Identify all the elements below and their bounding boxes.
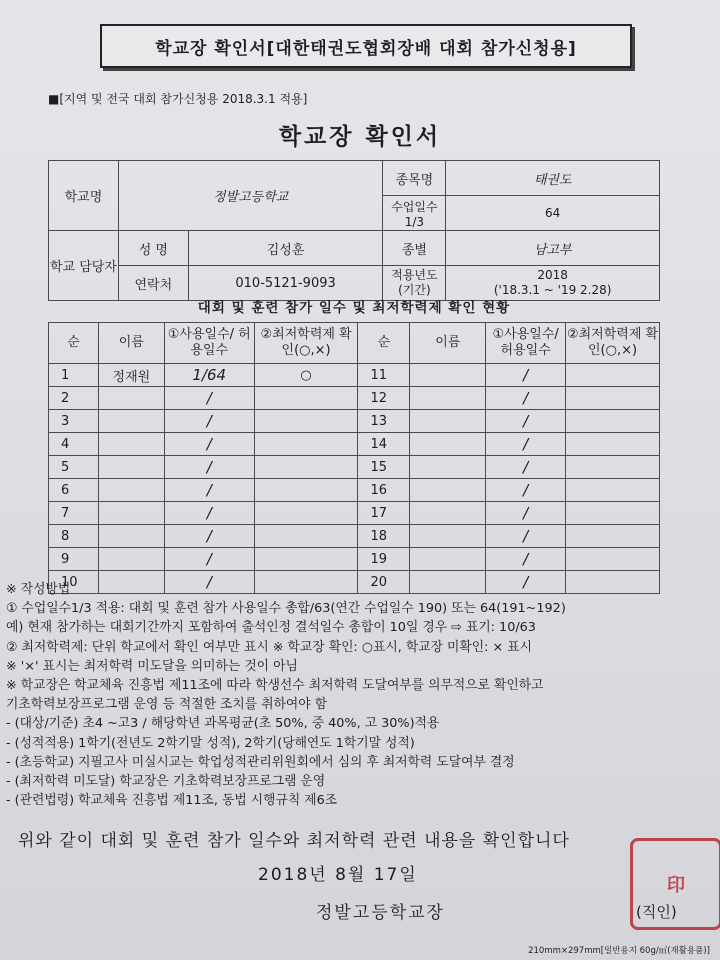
note-line: ※ 학교장은 학교체육 진흥법 제11조에 따라 학생선수 최저학력 도달여부를 의무적으로 확인하고 bbox=[6, 678, 544, 694]
col-days-header: ①사용일수/ 허용일수 bbox=[164, 323, 254, 364]
academic-check bbox=[566, 410, 660, 433]
academic-check bbox=[566, 364, 660, 387]
col-no-header: 순 bbox=[358, 323, 410, 364]
used-days: 1/64 bbox=[164, 364, 254, 387]
used-days: / bbox=[486, 433, 566, 456]
manager-name: 김성훈 bbox=[188, 231, 383, 266]
student-name bbox=[410, 456, 486, 479]
row-number: 5 bbox=[49, 456, 99, 479]
page-title: 학교장 확인서 bbox=[278, 124, 442, 150]
name-label: 성 명 bbox=[118, 231, 188, 266]
used-days: / bbox=[164, 548, 254, 571]
note-line: ※ '×' 표시는 최저학력 미도달을 의미하는 것이 아님 bbox=[6, 658, 298, 674]
table-row bbox=[49, 387, 660, 410]
days-value: 64 bbox=[446, 196, 660, 231]
student-name bbox=[410, 410, 486, 433]
student-name bbox=[98, 410, 164, 433]
student-name bbox=[98, 433, 164, 456]
used-days: / bbox=[164, 525, 254, 548]
academic-check bbox=[254, 387, 358, 410]
note-line: 기초학력보장프로그램 운영 등 적절한 조치를 취하여야 함 bbox=[6, 697, 328, 713]
used-days: / bbox=[164, 410, 254, 433]
note-line: - (최저학력 미도달) 학교장은 기초학력보장프로그램 운영 bbox=[6, 774, 326, 790]
row-number: 6 bbox=[49, 479, 99, 502]
table-row bbox=[49, 364, 660, 387]
note-line: - (관련법령) 학교체육 진흥법 제11조, 동법 시행규칙 제6조 bbox=[6, 793, 338, 809]
row-number: 13 bbox=[358, 410, 410, 433]
note-line: - (성적적용) 1학기(전년도 2학기말 성적), 2학기(당해연도 1학기말 성적) bbox=[6, 735, 415, 751]
table-row bbox=[49, 433, 660, 456]
used-days: / bbox=[486, 571, 566, 594]
student-name bbox=[98, 456, 164, 479]
confirmation-date: 2018년 8월 17일 bbox=[258, 865, 418, 885]
row-number: 3 bbox=[49, 410, 99, 433]
table-row bbox=[49, 548, 660, 571]
student-name: 정재원 bbox=[98, 364, 164, 387]
row-number: 16 bbox=[358, 479, 410, 502]
row-number: 17 bbox=[358, 502, 410, 525]
academic-check bbox=[254, 502, 358, 525]
student-name bbox=[410, 525, 486, 548]
col-no-header: 순 bbox=[49, 323, 99, 364]
col-days-header: ①사용일수/ 허용일수 bbox=[486, 323, 566, 364]
school-label: 학교명 bbox=[49, 161, 119, 231]
row-number: 19 bbox=[358, 548, 410, 571]
row-number: 15 bbox=[358, 456, 410, 479]
student-name bbox=[410, 548, 486, 571]
used-days: / bbox=[486, 525, 566, 548]
used-days: / bbox=[486, 456, 566, 479]
days-label: 수업일수 1/3 bbox=[383, 196, 446, 231]
school-name: 정발고등학교 bbox=[118, 161, 383, 231]
student-name bbox=[98, 502, 164, 525]
table-row bbox=[49, 410, 660, 433]
table-row bbox=[49, 456, 660, 479]
used-days: / bbox=[164, 502, 254, 525]
principal-signature: 정발고등학교장 bbox=[316, 903, 445, 923]
status-table-caption: 대회 및 훈련 참가 일수 및 최저학력제 확인 현황 bbox=[197, 300, 511, 316]
academic-check bbox=[566, 548, 660, 571]
row-number: 12 bbox=[358, 387, 410, 410]
student-name bbox=[410, 479, 486, 502]
contact-value: 010-5121-9093 bbox=[188, 266, 383, 301]
student-name bbox=[98, 387, 164, 410]
gender-value: 남고부 bbox=[446, 231, 660, 266]
note-line: - (초등학교) 지필고사 미실시교는 학업성적관리위원회에서 심의 후 최저학력 도달여부 결정 bbox=[6, 754, 515, 770]
academic-check bbox=[254, 479, 358, 502]
contact-label: 연락처 bbox=[118, 266, 188, 301]
academic-check bbox=[566, 387, 660, 410]
school-seal-stamp: 印 bbox=[630, 838, 720, 930]
row-number: 18 bbox=[358, 525, 410, 548]
used-days: / bbox=[164, 387, 254, 410]
col-name-header: 이름 bbox=[98, 323, 164, 364]
row-number: 14 bbox=[358, 433, 410, 456]
used-days: / bbox=[486, 410, 566, 433]
writing-instructions bbox=[6, 580, 720, 810]
academic-check bbox=[566, 433, 660, 456]
status-table bbox=[48, 322, 660, 594]
year-period: ('18.3.1 ~ '19 2.28) bbox=[493, 283, 612, 297]
used-days: / bbox=[164, 456, 254, 479]
student-name bbox=[98, 548, 164, 571]
row-number: 9 bbox=[49, 548, 99, 571]
academic-check bbox=[254, 410, 358, 433]
year-label: 적용년도 (기간) bbox=[383, 266, 446, 301]
note-line: ※ 작성방법 bbox=[6, 582, 71, 597]
used-days: / bbox=[486, 364, 566, 387]
used-days: / bbox=[486, 479, 566, 502]
year-value: 2018 bbox=[537, 268, 568, 282]
row-number: 2 bbox=[49, 387, 99, 410]
event-label: 종목명 bbox=[383, 161, 446, 196]
row-number: 11 bbox=[358, 364, 410, 387]
table-row bbox=[49, 479, 660, 502]
student-name bbox=[410, 502, 486, 525]
academic-check bbox=[566, 525, 660, 548]
student-name bbox=[410, 433, 486, 456]
academic-check bbox=[254, 456, 358, 479]
student-name bbox=[98, 479, 164, 502]
note-line: ① 수업일수1/3 적용: 대회 및 훈련 참가 사용일수 총합/63(연간 수업일수 190) 또는 64(191~192) bbox=[6, 601, 566, 617]
col-name-header: 이름 bbox=[410, 323, 486, 364]
student-name bbox=[98, 525, 164, 548]
note-line: 예) 현재 참가하는 대회기간까지 포함하여 출석인정 결석일수 총합이 10일 경우 ⇨ 표기: 10/63 bbox=[6, 620, 536, 636]
academic-check bbox=[254, 548, 358, 571]
row-number: 10 bbox=[49, 571, 99, 594]
used-days: / bbox=[486, 387, 566, 410]
manager-label: 학교 담당자 bbox=[49, 231, 119, 301]
event-value: 태권도 bbox=[446, 161, 660, 196]
used-days: / bbox=[164, 571, 254, 594]
table-row bbox=[49, 502, 660, 525]
row-number: 7 bbox=[49, 502, 99, 525]
paper-spec-footer: 210mm×297mm[일반용지 60g/㎡(재활용품)] bbox=[528, 946, 710, 956]
academic-check bbox=[254, 525, 358, 548]
gender-label: 종별 bbox=[383, 231, 446, 266]
academic-check bbox=[566, 456, 660, 479]
used-days: / bbox=[486, 548, 566, 571]
table-row bbox=[49, 525, 660, 548]
confirmation-text: 위와 같이 대회 및 훈련 참가 일수와 최저학력 관련 내용을 확인합니다 bbox=[18, 831, 570, 851]
student-name bbox=[410, 364, 486, 387]
note-line: ② 최저학력제: 단위 학교에서 확인 여부만 표시 ※ 학교장 확인: ○표시, 학교장 미확인: × 표시 bbox=[6, 639, 532, 655]
form-subtitle: ■[지역 및 전국 대회 참가신청용 2018.3.1 적용] bbox=[48, 92, 308, 106]
academic-check bbox=[566, 502, 660, 525]
used-days: / bbox=[164, 479, 254, 502]
academic-check bbox=[254, 433, 358, 456]
student-name bbox=[410, 387, 486, 410]
form-banner: 학교장 확인서[대한태권도협회장배 대회 참가신청용] bbox=[100, 24, 632, 68]
official-seal-label: (직인) bbox=[636, 903, 677, 921]
note-line: - (대상/기준) 초4 ~고3 / 해당학년 과목평균(초 50%, 중 40%, 고 30%)적용 bbox=[6, 716, 440, 732]
row-number: 1 bbox=[49, 364, 99, 387]
school-info-table bbox=[48, 160, 660, 301]
col-check-header: ②최저학력제 확인(○,×) bbox=[254, 323, 358, 364]
used-days: / bbox=[486, 502, 566, 525]
row-number: 20 bbox=[358, 571, 410, 594]
col-check-header: ②최저학력제 확인(○,×) bbox=[566, 323, 660, 364]
academic-check: ○ bbox=[254, 364, 358, 387]
table-header-row bbox=[49, 323, 660, 364]
academic-check bbox=[566, 479, 660, 502]
row-number: 4 bbox=[49, 433, 99, 456]
used-days: / bbox=[164, 433, 254, 456]
row-number: 8 bbox=[49, 525, 99, 548]
